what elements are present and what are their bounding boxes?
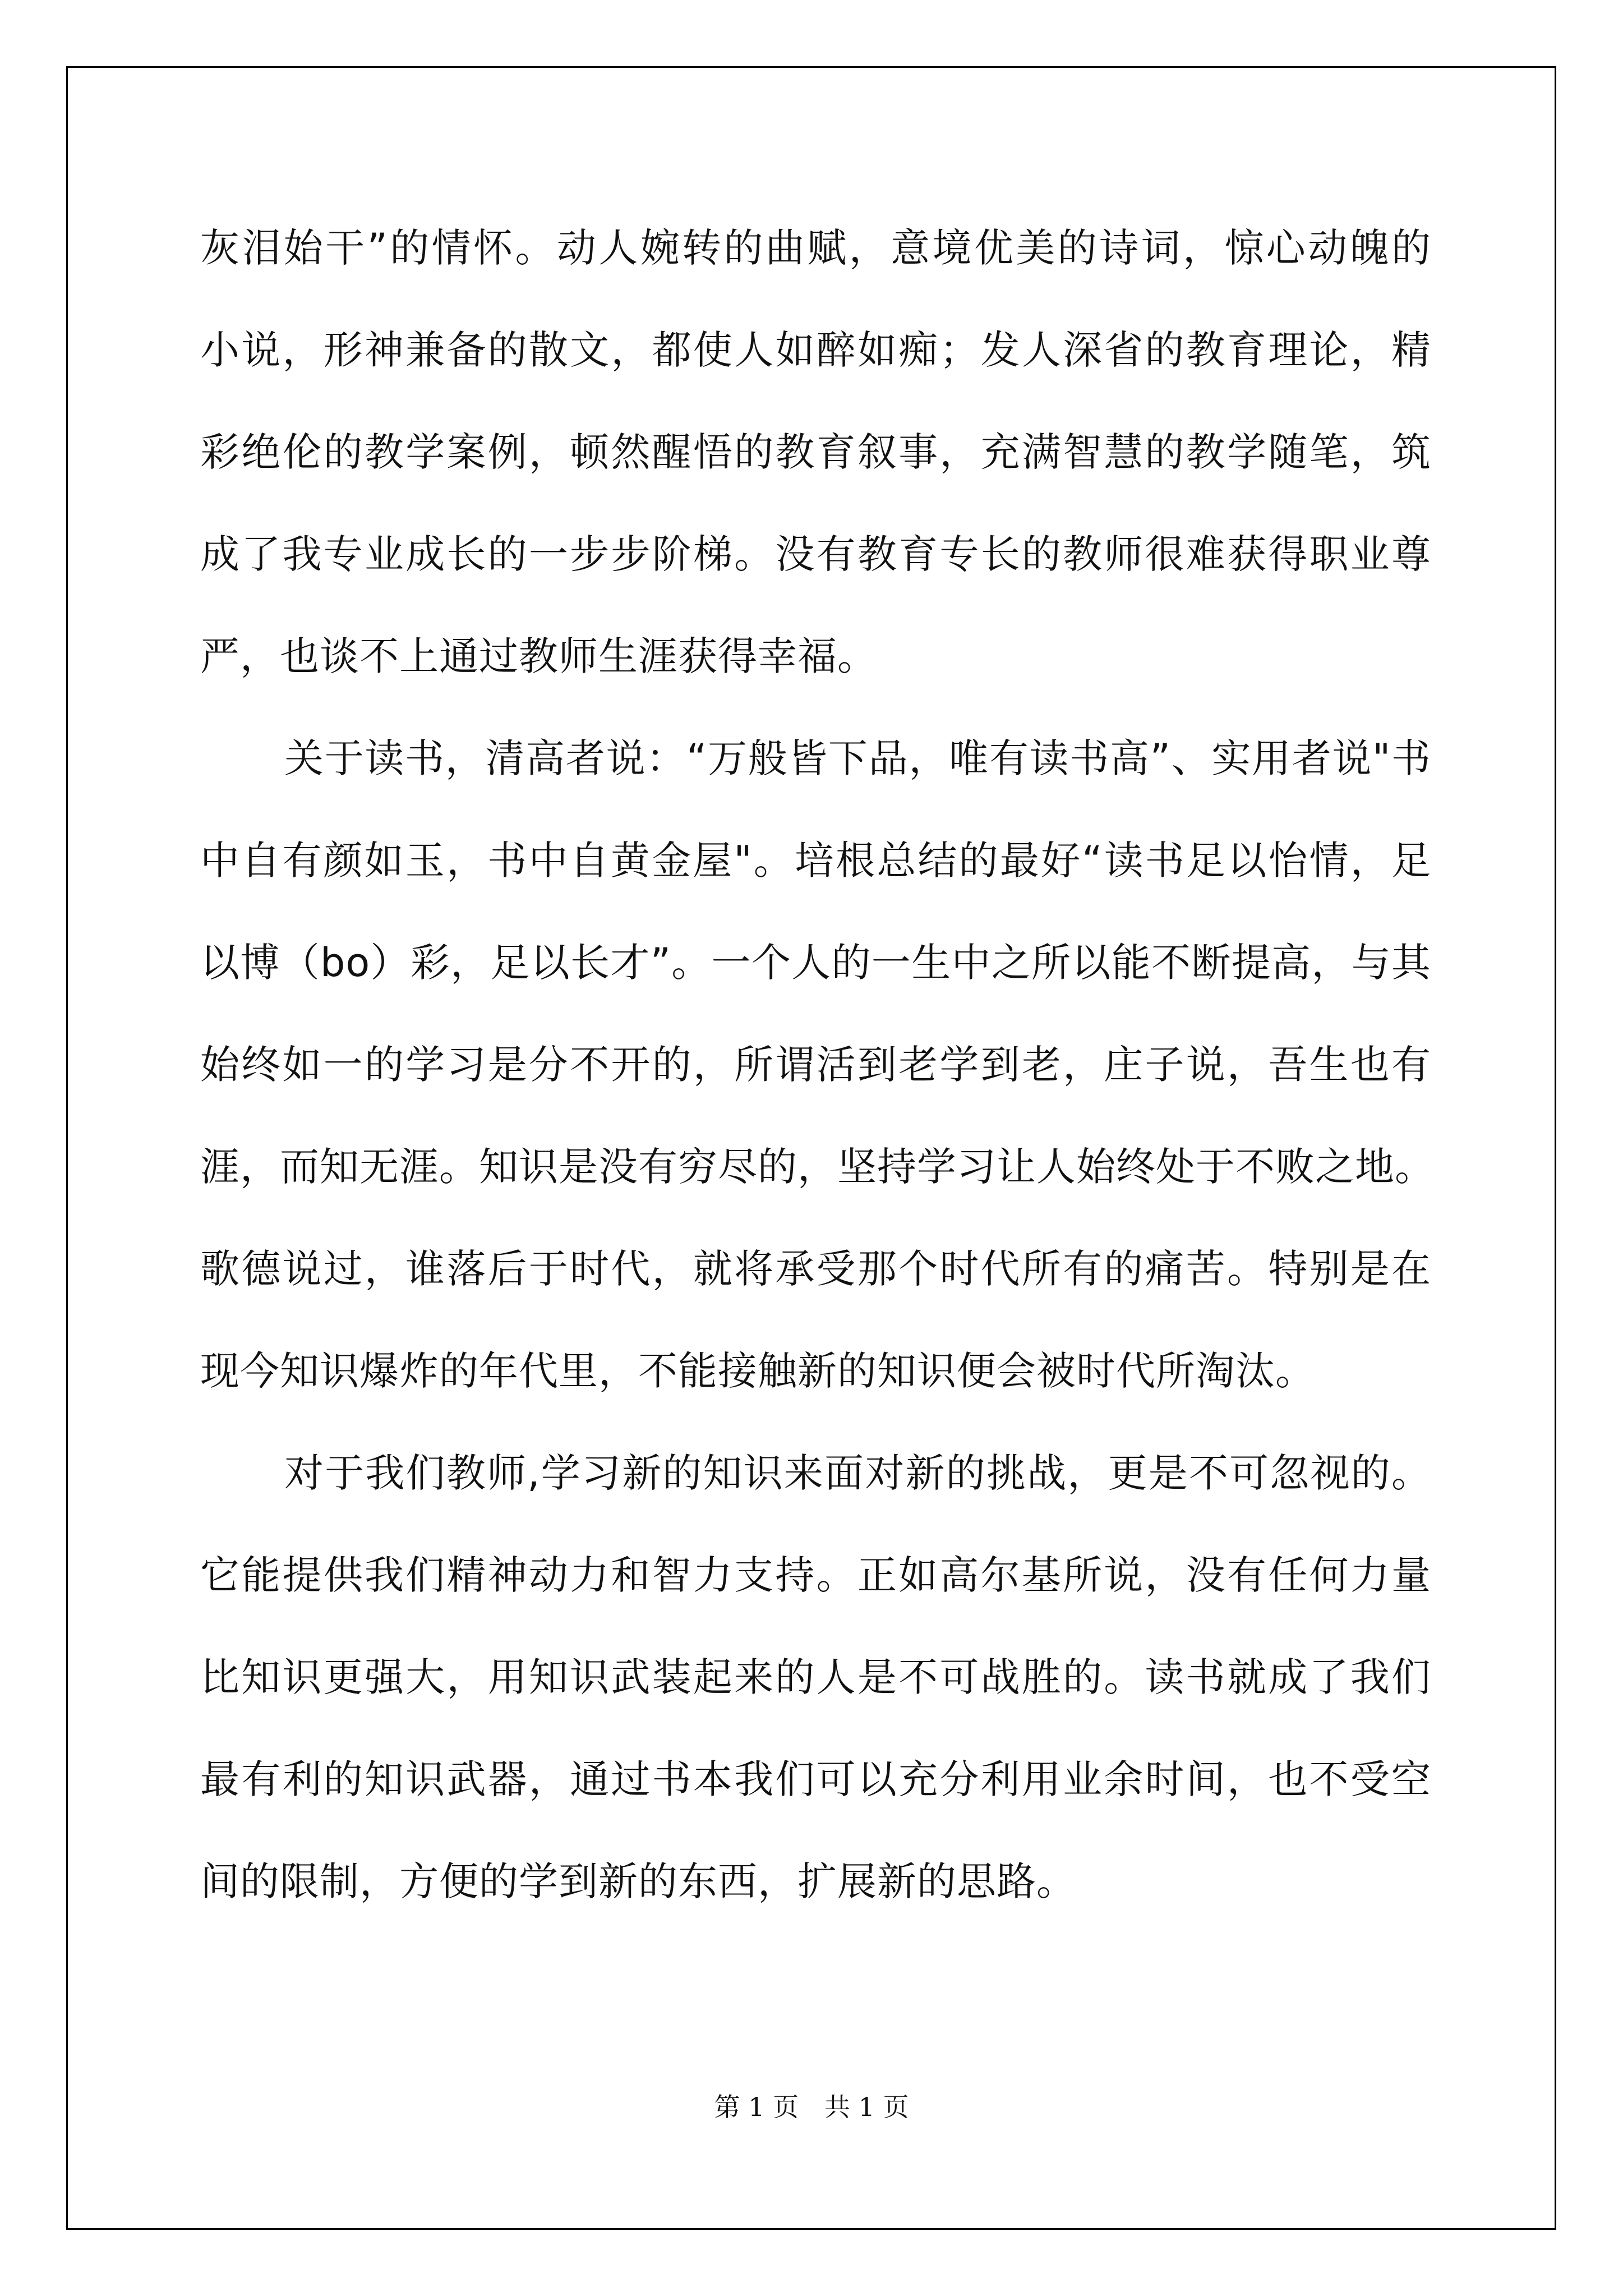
text-line: 灰泪始干”的情怀。动人婉转的曲赋，意境优美的诗词，惊心动魄的 <box>200 225 1431 271</box>
text-line: 以博（bo）彩，足以长才”。一个人的一生中之所以能不断提高，与其 <box>200 940 1431 986</box>
text-line: 间的限制，方便的学到新的东西，扩展新的思路。 <box>200 1858 1076 1904</box>
text-line: 比知识更强大，用知识武装起来的人是不可战胜的。读书就成了我们 <box>200 1654 1431 1700</box>
text-line: 现今知识爆炸的年代里，不能接触新的知识便会被时代所淘汰。 <box>200 1348 1315 1394</box>
text-line: 中自有颜如玉，书中自黄金屋"。培根总结的最好“读书足以怡情，足 <box>200 838 1431 884</box>
text-line: 它能提供我们精神动力和智力支持。正如高尔基所说，没有任何力量 <box>200 1552 1431 1598</box>
page-number-footer: 第 1 页 共 1 页 <box>714 2092 909 2122</box>
text-line: 对于我们教师,学习新的知识来面对新的挑战，更是不可忽视的。 <box>284 1450 1431 1496</box>
text-line: 歌德说过，谁落后于时代，就将承受那个时代所有的痛苦。特别是在 <box>200 1246 1431 1292</box>
text-line: 彩绝伦的教学案例，顿然醒悟的教育叙事，充满智慧的教学随笔，筑 <box>200 429 1431 475</box>
text-line: 涯，而知无涯。知识是没有穷尽的，坚持学习让人始终处于不败之地。 <box>200 1144 1435 1190</box>
text-line: 严，也谈不上通过教师生涯获得幸福。 <box>200 633 877 679</box>
text-line: 成了我专业成长的一步步阶梯。没有教育专长的教师很难获得职业尊 <box>200 531 1431 577</box>
text-line: 小说，形神兼备的散文，都使人如醉如痴；发人深省的教育理论，精 <box>200 327 1431 373</box>
text-line: 始终如一的学习是分不开的，所谓活到老学到老，庄子说，吾生也有 <box>200 1042 1431 1088</box>
text-line: 关于读书，清高者说：“万般皆下品，唯有读书高”、实用者说"书 <box>284 735 1431 781</box>
text-line: 最有利的知识武器，通过书本我们可以充分利用业余时间，也不受空 <box>200 1756 1431 1802</box>
